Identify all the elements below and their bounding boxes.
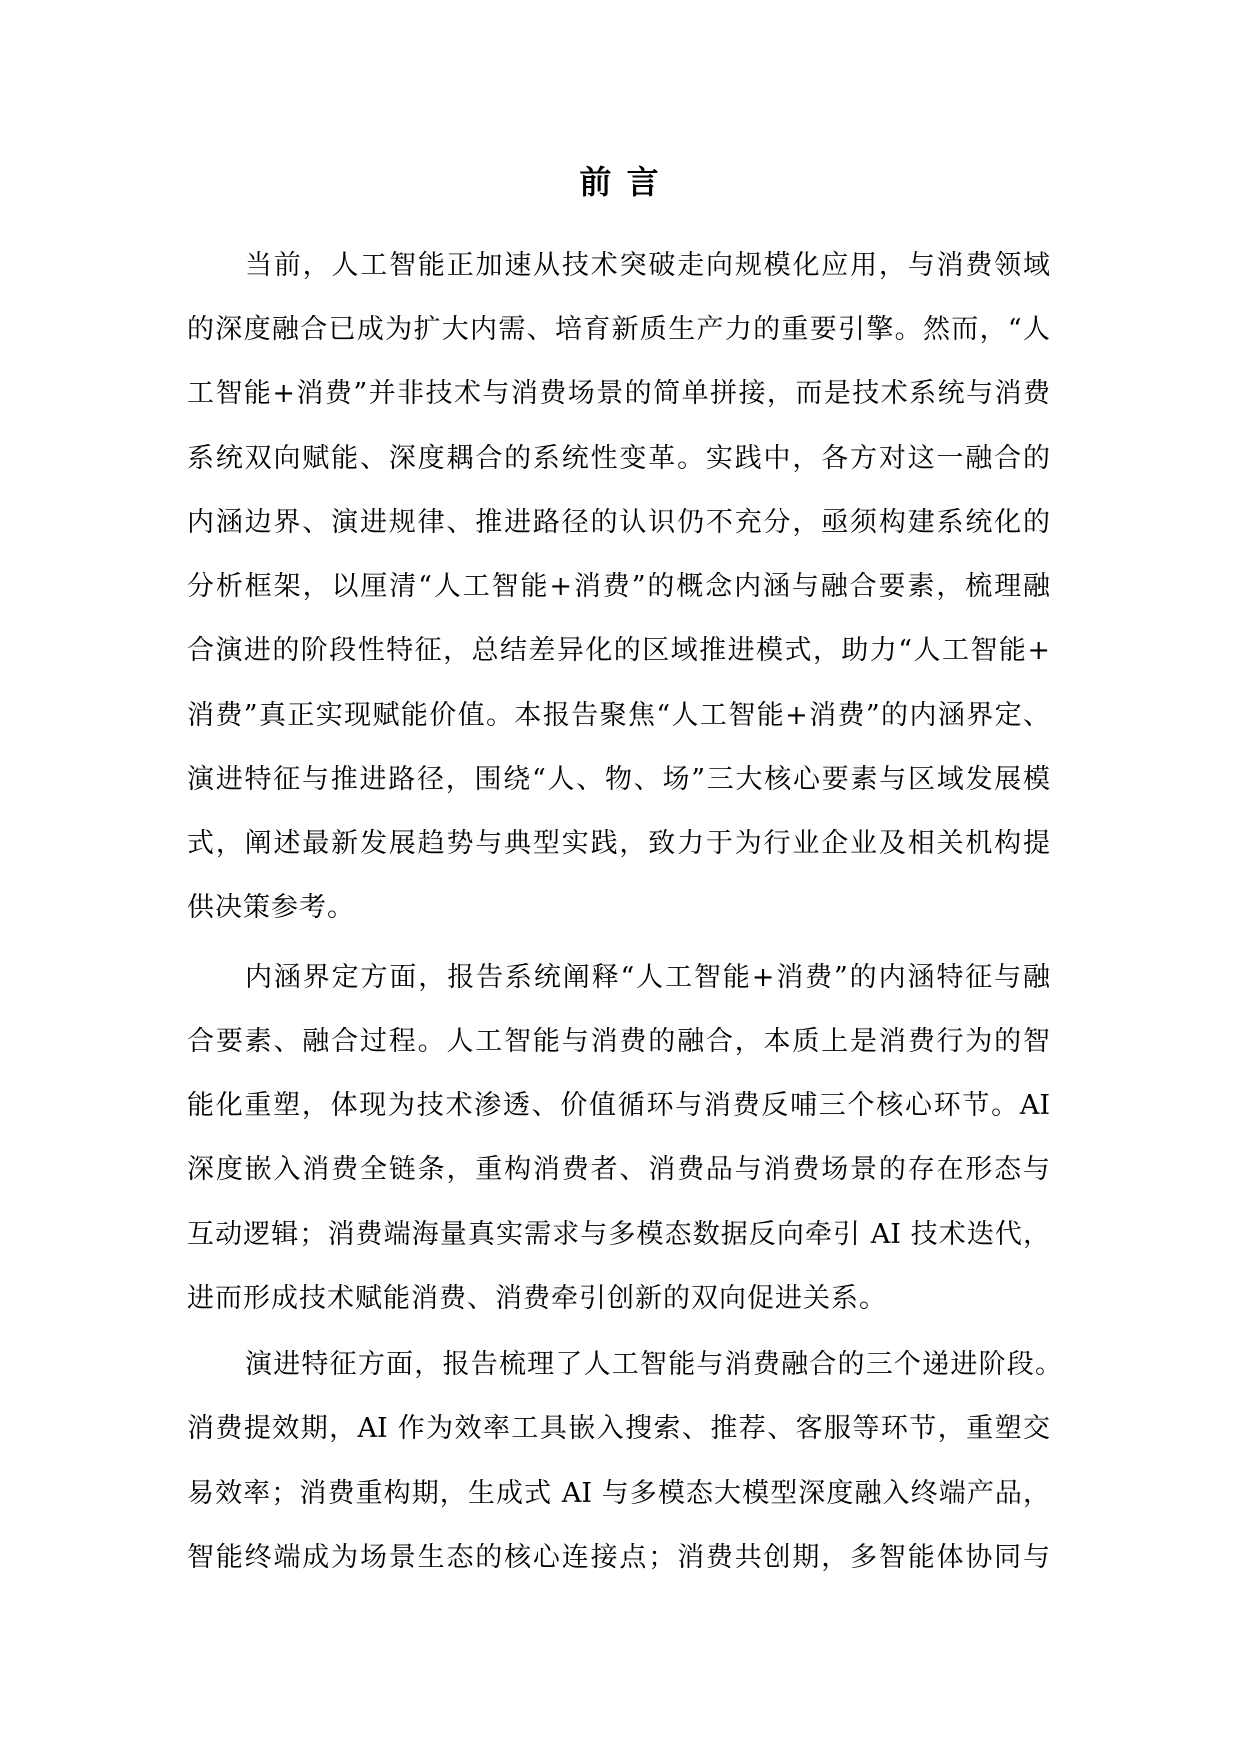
text-line: 消费提效期，AI 作为效率工具嵌入搜索、推荐、客服等环节，重塑交: [187, 1413, 1050, 1444]
text-line: 分析框架，以厘清“人工智能+消费”的概念内涵与融合要素，梳理融: [187, 571, 1050, 602]
text-line: 内涵界定方面，报告系统阐释“人工智能+消费”的内涵特征与融: [245, 962, 1050, 993]
text-line: 能化重塑，体现为技术渗透、价值循环与消费反哺三个核心环节。AI: [187, 1090, 1050, 1121]
text-line: 易效率；消费重构期，生成式 AI 与多模态大模型深度融入终端产品，: [187, 1478, 1050, 1509]
text-line: 智能终端成为场景生态的核心连接点；消费共创期，多智能体协同与: [187, 1542, 1050, 1573]
text-line: 当前，人工智能正加速从技术突破走向规模化应用，与消费领域: [245, 250, 1050, 281]
text-line: 消费”真正实现赋能价值。本报告聚焦“人工智能+消费”的内涵界定、: [187, 700, 1050, 731]
text-line: 系统双向赋能、深度耦合的系统性变革。实践中，各方对这一融合的: [187, 443, 1050, 474]
page-title: 前 言: [579, 163, 661, 201]
text-line: 供决策参考。: [187, 892, 355, 923]
text-line: 演进特征方面，报告梳理了人工智能与消费融合的三个递进阶段。: [245, 1349, 1062, 1380]
text-line: 合要素、融合过程。人工智能与消费的融合，本质上是消费行为的智: [187, 1026, 1050, 1057]
text-line: 演进特征与推进路径，围绕“人、物、场”三大核心要素与区域发展模: [187, 764, 1050, 795]
text-line: 互动逻辑；消费端海量真实需求与多模态数据反向牵引 AI 技术迭代，: [187, 1219, 1050, 1250]
text-line: 深度嵌入消费全链条，重构消费者、消费品与消费场景的存在形态与: [187, 1154, 1050, 1185]
text-line: 式，阐述最新发展趋势与典型实践，致力于为行业企业及相关机构提: [187, 828, 1050, 859]
text-line: 合演进的阶段性特征，总结差异化的区域推进模式，助力“人工智能+: [187, 635, 1050, 666]
text-line: 的深度融合已成为扩大内需、培育新质生产力的重要引擎。然而，“人: [187, 314, 1050, 345]
text-line: 工智能+消费”并非技术与消费场景的简单拼接，而是技术系统与消费: [187, 378, 1050, 409]
text-line: 进而形成技术赋能消费、消费牵引创新的双向促进关系。: [187, 1283, 887, 1314]
text-line: 内涵边界、演进规律、推进路径的认识仍不充分，亟须构建系统化的: [187, 507, 1050, 538]
